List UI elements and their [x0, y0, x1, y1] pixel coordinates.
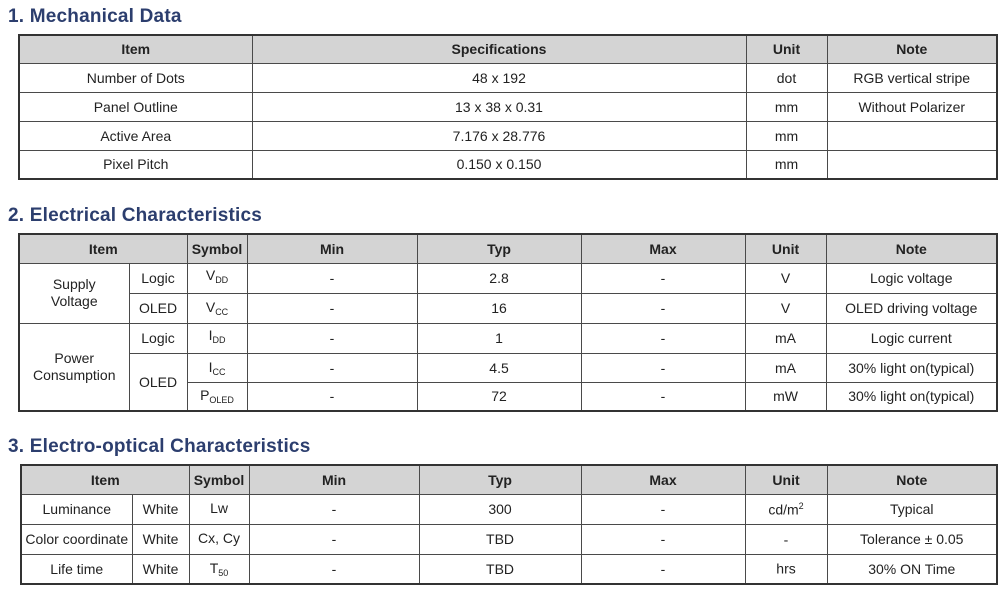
cell-symbol: $P_{OLED}$ [187, 382, 247, 411]
cell-spec: 48 x 192 [252, 63, 746, 92]
header-item: Item [19, 35, 252, 63]
cell-symbol: Cx, Cy [189, 524, 249, 554]
mechanical-data-table [18, 34, 998, 180]
cell-typ: 300 [419, 494, 581, 524]
cell-max: - [581, 554, 745, 584]
cell-max: - [581, 323, 745, 353]
cell-note: Without Polarizer [827, 92, 997, 121]
cell-unit: $cd/m^2$ [745, 494, 827, 524]
cell-unit: mA [745, 353, 826, 382]
cell-subitem: OLED [129, 353, 187, 411]
cell-item: Number of Dots [19, 63, 252, 92]
cell-unit: mA [745, 323, 826, 353]
table-row [21, 494, 997, 524]
cell-min: - [249, 554, 419, 584]
cell-subitem: White [132, 554, 189, 584]
electro-optical-table [20, 464, 998, 585]
cell-symbol: $I_{DD}$ [187, 323, 247, 353]
cell-item: Pixel Pitch [19, 150, 252, 179]
cell-note: Typical [827, 494, 997, 524]
cell-note: OLED driving voltage [826, 293, 997, 323]
header-max: Max [581, 465, 745, 494]
cell-max: - [581, 494, 745, 524]
table-row [19, 121, 997, 150]
section-title-electrical: 2. Electrical Characteristics [8, 205, 262, 226]
cell-item: Panel Outline [19, 92, 252, 121]
cell-unit: dot [746, 63, 827, 92]
cell-min: - [249, 524, 419, 554]
header-min: Min [247, 234, 417, 263]
header-typ: Typ [419, 465, 581, 494]
cell-note: 30% light on(typical) [826, 382, 997, 411]
cell-typ: TBD [419, 524, 581, 554]
header-typ: Typ [417, 234, 581, 263]
section-title-optical: 3. Electro-optical Characteristics [8, 436, 311, 457]
cell-min: - [247, 353, 417, 382]
cell-item: Luminance [21, 494, 132, 524]
cell-symbol: $I_{CC}$ [187, 353, 247, 382]
cell-unit: V [745, 263, 826, 293]
cell-note: Logic voltage [826, 263, 997, 293]
cell-item: Active Area [19, 121, 252, 150]
cell-note: Tolerance ± 0.05 [827, 524, 997, 554]
cell-unit: mm [746, 121, 827, 150]
cell-subitem: Logic [129, 323, 187, 353]
cell-min: - [247, 263, 417, 293]
header-max: Max [581, 234, 745, 263]
header-note: Note [826, 234, 997, 263]
header-note: Note [827, 465, 997, 494]
cell-spec: 13 x 38 x 0.31 [252, 92, 746, 121]
cell-symbol: Lw [189, 494, 249, 524]
header-item: Item [21, 465, 189, 494]
cell-max: - [581, 353, 745, 382]
cell-min: - [247, 323, 417, 353]
cell-spec: 0.150 x 0.150 [252, 150, 746, 179]
cell-note: 30% light on(typical) [826, 353, 997, 382]
cell-subitem: White [132, 524, 189, 554]
table-row [21, 554, 997, 584]
cell-subitem: Logic [129, 263, 187, 293]
table-row [21, 524, 997, 554]
table-header-row [19, 234, 997, 263]
cell-min: - [249, 494, 419, 524]
header-unit: Unit [745, 465, 827, 494]
cell-symbol: $V_{CC}$ [187, 293, 247, 323]
cell-note: Logic current [826, 323, 997, 353]
cell-item-power-consumption: Power Consumption [19, 323, 129, 411]
table-row [19, 323, 997, 353]
cell-subitem: White [132, 494, 189, 524]
cell-note: RGB vertical stripe [827, 63, 997, 92]
header-note: Note [827, 35, 997, 63]
cell-note [827, 150, 997, 179]
cell-min: - [247, 293, 417, 323]
header-symbol: Symbol [187, 234, 247, 263]
header-specifications: Specifications [252, 35, 746, 63]
cell-typ: TBD [419, 554, 581, 584]
cell-item-supply-voltage: Supply Voltage [19, 263, 129, 323]
header-item: Item [19, 234, 187, 263]
cell-unit: mm [746, 92, 827, 121]
cell-note [827, 121, 997, 150]
table-row [19, 263, 997, 293]
cell-typ: 4.5 [417, 353, 581, 382]
header-unit: Unit [746, 35, 827, 63]
cell-typ: 72 [417, 382, 581, 411]
table-row [19, 92, 997, 121]
cell-unit: mW [745, 382, 826, 411]
cell-unit: hrs [745, 554, 827, 584]
header-min: Min [249, 465, 419, 494]
cell-symbol: $T_{50}$ [189, 554, 249, 584]
table-row [19, 63, 997, 92]
table-row [19, 150, 997, 179]
cell-unit: V [745, 293, 826, 323]
table-header-row [19, 35, 997, 63]
cell-typ: 16 [417, 293, 581, 323]
cell-max: - [581, 293, 745, 323]
cell-typ: 1 [417, 323, 581, 353]
section-title-mechanical: 1. Mechanical Data [8, 6, 182, 27]
cell-item: Life time [21, 554, 132, 584]
cell-item: Color coordinate [21, 524, 132, 554]
cell-unit: - [745, 524, 827, 554]
cell-max: - [581, 382, 745, 411]
electrical-characteristics-table [18, 233, 998, 412]
cell-unit: mm [746, 150, 827, 179]
cell-typ: 2.8 [417, 263, 581, 293]
cell-spec: 7.176 x 28.776 [252, 121, 746, 150]
cell-min: - [247, 382, 417, 411]
cell-subitem: OLED [129, 293, 187, 323]
table-row [19, 293, 997, 323]
cell-note: 30% ON Time [827, 554, 997, 584]
cell-max: - [581, 524, 745, 554]
table-header-row [21, 465, 997, 494]
cell-symbol: $V_{DD}$ [187, 263, 247, 293]
header-unit: Unit [745, 234, 826, 263]
cell-max: - [581, 263, 745, 293]
header-symbol: Symbol [189, 465, 249, 494]
table-row [19, 353, 997, 382]
